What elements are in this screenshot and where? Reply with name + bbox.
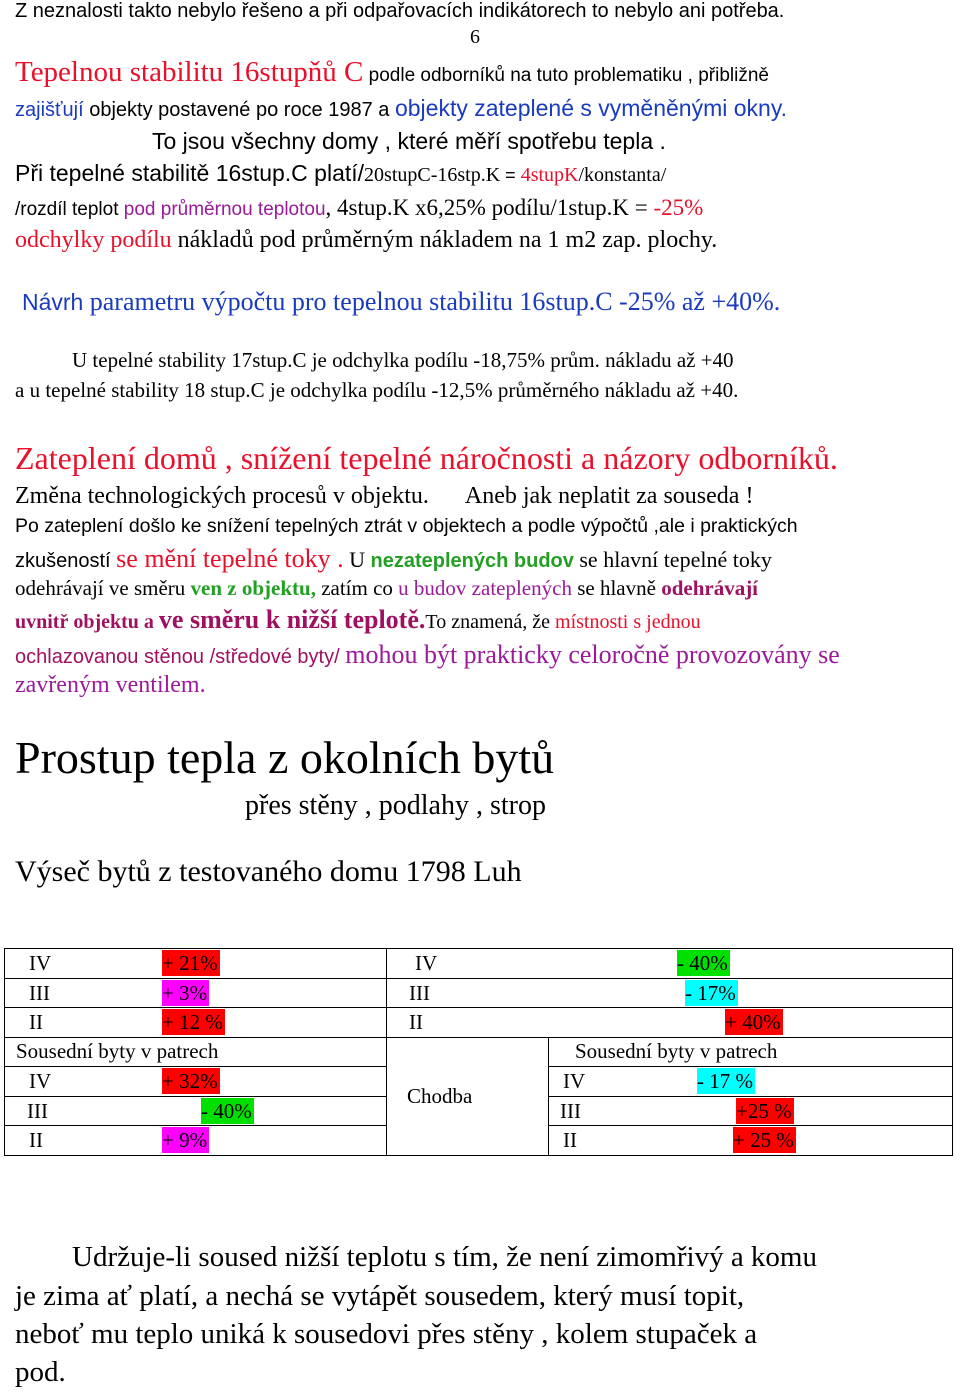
value-badge: + 32% <box>162 1069 218 1094</box>
table-row <box>5 1037 953 1067</box>
paragraph-line: zavřeným ventilem. <box>15 672 206 698</box>
intro-line: Z neznalosti takto nebylo řešeno a při odpařovacích indikátorech to nebylo ani potřeba. <box>15 0 785 22</box>
page-subtitle: přes stěny , podlahy , strop <box>245 790 546 821</box>
section-heading: Zateplení domů , snížení tepelné náročnosti a názory odborníků. <box>15 440 838 476</box>
table-cell: III + 3% <box>5 978 387 1008</box>
paragraph-line: U tepelné stability 17stup.C je odchylka podílu -18,75% prům. nákladu až +40 <box>72 348 734 372</box>
paragraph-line: To jsou všechny domy , které měří spotřebu tepla . <box>152 128 666 154</box>
value-badge: + 9% <box>162 1128 208 1153</box>
closing-line: je zima ať platí, a nechá se vytápět sousedem, který musí topit, <box>15 1280 745 1312</box>
paragraph-line: /rozdíl teplot pod průměrnou teplotou, 4stup.K x6,25% podílu/1stup.K = -25% <box>15 195 704 220</box>
paragraph-line: Při tepelné stabilitě 16stup.C platí/20stupC-16stp.K = 4stupK/konstanta/ <box>15 160 667 186</box>
value-badge: + 12 % <box>162 1010 223 1035</box>
value-badge: - 40% <box>677 951 728 976</box>
paragraph-line: a u tepelné stability 18 stup.C je odchylka podílu -12,5% průměrného nákladu až +40. <box>15 378 739 402</box>
paragraph-line: Po zateplení došlo ke snížení tepelných ztrát v objektech a podle výpočtů ,ale i praktických <box>15 515 798 537</box>
proposal-line: Návrh parametru výpočtu pro tepelnou stabilitu 16stup.C -25% až +40%. <box>22 287 781 316</box>
table-cell: IV - 40% <box>387 949 953 979</box>
table-row <box>5 1008 953 1038</box>
corridor-cell: Chodba <box>387 1037 549 1155</box>
heat-transfer-table <box>4 948 953 1156</box>
table-cell: IV - 17 % <box>549 1067 953 1097</box>
paragraph-line: uvnitř objektu a ve směru k nižší teplotě.To znamená, že místnosti s jednou <box>15 605 701 634</box>
table-row <box>5 949 953 979</box>
closing-line: pod. <box>15 1356 66 1388</box>
value-badge: - 17% <box>685 980 736 1005</box>
table-cell: Sousední byty v patrech <box>5 1037 387 1067</box>
paragraph-line: odehrávají ve směru ven z objektu, zatím co u budov zateplených se hlavně odehrávají <box>15 576 759 600</box>
table-caption: Výseč bytů z testovaného domu 1798 Luh <box>15 855 522 888</box>
closing-line: Udržuje-li soused nižší teplotu s tím, že není zimomřivý a komu <box>72 1241 817 1273</box>
paragraph-line: zajišťují objekty postavené po roce 1987 a objekty zateplené s vyměněnými okny. <box>15 95 788 121</box>
value-badge: + 40% <box>725 1010 781 1035</box>
page-number: 6 <box>470 26 480 48</box>
table-cell: II + 25 % <box>549 1126 953 1156</box>
value-badge: + 25 % <box>733 1128 794 1153</box>
paragraph-line: Změna technologických procesů v objektu. Aneb jak neplatit za souseda ! <box>15 483 754 509</box>
table-cell: II + 40% <box>387 1008 953 1038</box>
paragraph-line: Tepelnou stabilitu 16stupňů C podle odborníků na tuto problematiku , přibližně <box>15 56 769 88</box>
table-cell: III +25 % <box>549 1096 953 1126</box>
paragraph-line: odchylky podílu nákladů pod průměrným nákladem na 1 m2 zap. plochy. <box>15 227 718 253</box>
value-badge: +25 % <box>736 1098 792 1123</box>
table-row <box>5 978 953 1008</box>
paragraph-line: ochlazovanou stěnou /středové byty/ mohou být prakticky celoročně provozovány se <box>15 640 840 669</box>
value-badge: + 21% <box>162 951 218 976</box>
value-badge: - 40% <box>201 1098 252 1123</box>
value-badge: - 17 % <box>697 1069 753 1094</box>
table-cell: II + 12 % <box>5 1008 387 1038</box>
closing-line: neboť mu teplo uniká k sousedovi přes stěny , kolem stupaček a <box>15 1318 758 1350</box>
paragraph-line: zkušeností se mění tepelné toky . U nezateplených budov se hlavní tepelné toky <box>15 544 772 573</box>
value-badge: + 3% <box>162 980 208 1005</box>
table-cell: IV + 21% <box>5 949 387 979</box>
table-cell: III - 17% <box>387 978 953 1008</box>
table-cell: III - 40% <box>5 1096 387 1126</box>
table-cell: IV + 32% <box>5 1067 387 1097</box>
table-cell: II + 9% <box>5 1126 387 1156</box>
table-cell: Sousední byty v patrech <box>549 1037 953 1067</box>
page-title: Prostup tepla z okolních bytů <box>15 732 555 783</box>
